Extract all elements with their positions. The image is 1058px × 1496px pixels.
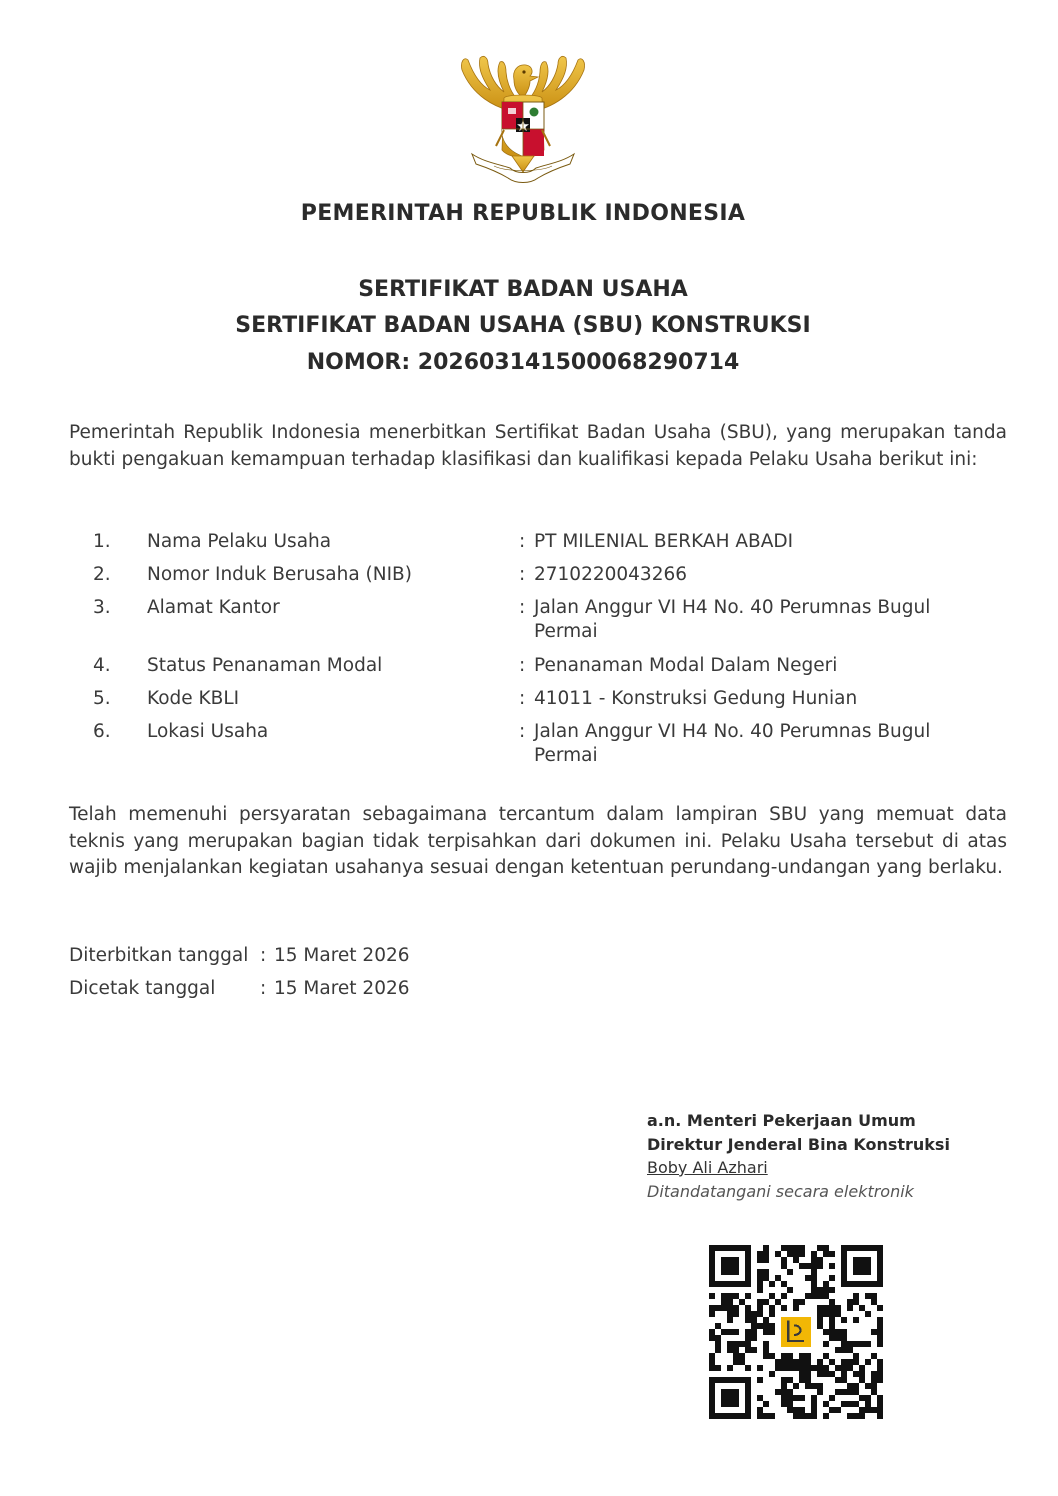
field-value: PT MILENIAL BERKAH ABADI bbox=[534, 531, 794, 552]
field-value: Penanaman Modal Dalam Negeri bbox=[534, 655, 838, 676]
signature-authority: a.n. Menteri Pekerjaan Umum bbox=[647, 1111, 916, 1130]
field-value: 2710220043266 bbox=[534, 564, 688, 585]
printed-date-label: Dicetak tanggal bbox=[69, 978, 216, 999]
intro-paragraph: Pemerintah Republik Indonesia menerbitkan Sertifikat Badan Usaha (SBU), yang merupakan tanda bukti pengakuan kemampuan terhadap klasifikasi dan kualifikasi kepada Pelaku Usaha berikut ini: bbox=[69, 422, 1007, 470]
field-value: Jalan Anggur VI H4 No. 40 Perumnas Bugul Permai bbox=[534, 721, 931, 766]
field-label: Nomor Induk Berusaha (NIB) bbox=[147, 564, 412, 585]
printed-date-value: 15 Maret 2026 bbox=[274, 978, 410, 999]
field-number: 5. bbox=[93, 688, 111, 709]
field-number: 6. bbox=[93, 721, 111, 742]
field-value: 41011 - Konstruksi Gedung Hunian bbox=[534, 688, 858, 709]
field-number: 2. bbox=[93, 564, 111, 585]
field-nib bbox=[93, 563, 1007, 588]
field-label: Alamat Kantor bbox=[147, 597, 280, 618]
field-colon: : bbox=[519, 564, 526, 585]
field-label: Lokasi Usaha bbox=[147, 721, 269, 742]
government-title: PEMERINTAH REPUBLIK INDONESIA bbox=[300, 201, 746, 226]
electronic-signature-note: Ditandatangani secara elektronik bbox=[647, 1181, 914, 1201]
signature-position: Direktur Jenderal Bina Konstruksi bbox=[647, 1134, 950, 1154]
field-colon: : bbox=[519, 655, 526, 676]
field-business-name bbox=[93, 530, 1007, 555]
field-colon: : bbox=[519, 688, 526, 709]
certificate-title: SERTIFIKAT BADAN USAHA bbox=[358, 277, 688, 302]
field-colon: : bbox=[519, 531, 526, 552]
field-number: 1. bbox=[93, 531, 111, 552]
signatory-name: Boby Ali Azhari bbox=[647, 1158, 768, 1177]
certificate-subtitle: SERTIFIKAT BADAN USAHA (SBU) KONSTRUKSI bbox=[235, 313, 811, 338]
field-business-location bbox=[93, 720, 1007, 770]
printed-date-colon: : bbox=[260, 978, 267, 999]
garuda-emblem-icon bbox=[454, 50, 592, 190]
qr-code-icon bbox=[709, 1245, 883, 1419]
field-number: 3. bbox=[93, 597, 111, 618]
field-investment-status bbox=[93, 654, 1007, 679]
issued-date-value: 15 Maret 2026 bbox=[274, 945, 410, 966]
signature-block bbox=[647, 1109, 950, 1203]
issued-date-colon: : bbox=[260, 945, 267, 966]
field-colon: : bbox=[519, 721, 526, 742]
field-label: Status Penanaman Modal bbox=[147, 655, 383, 676]
closing-paragraph: Telah memenuhi persyaratan sebagaimana tercantum dalam lampiran SBU yang memuat data teknis yang merupakan bagian tidak terpisahkan dari dokumen ini. Pelaku Usaha tersebut di atas wajib menjalankan kegiatan usahanya sesuai dengan ketentuan perundang-undangan yang berlaku. bbox=[69, 804, 1007, 878]
field-office-address bbox=[93, 596, 1007, 646]
field-label: Nama Pelaku Usaha bbox=[147, 531, 332, 552]
issued-date-label: Diterbitkan tanggal bbox=[69, 945, 249, 966]
field-kbli-code bbox=[93, 687, 1007, 712]
business-details-list bbox=[93, 530, 1007, 770]
certificate-number: NOMOR: 20260314150006829071​4 bbox=[306, 350, 740, 375]
field-value: Jalan Anggur VI H4 No. 40 Perumnas Bugul Permai bbox=[534, 597, 931, 642]
field-number: 4. bbox=[93, 655, 111, 676]
field-label: Kode KBLI bbox=[147, 688, 240, 709]
field-colon: : bbox=[519, 597, 526, 618]
